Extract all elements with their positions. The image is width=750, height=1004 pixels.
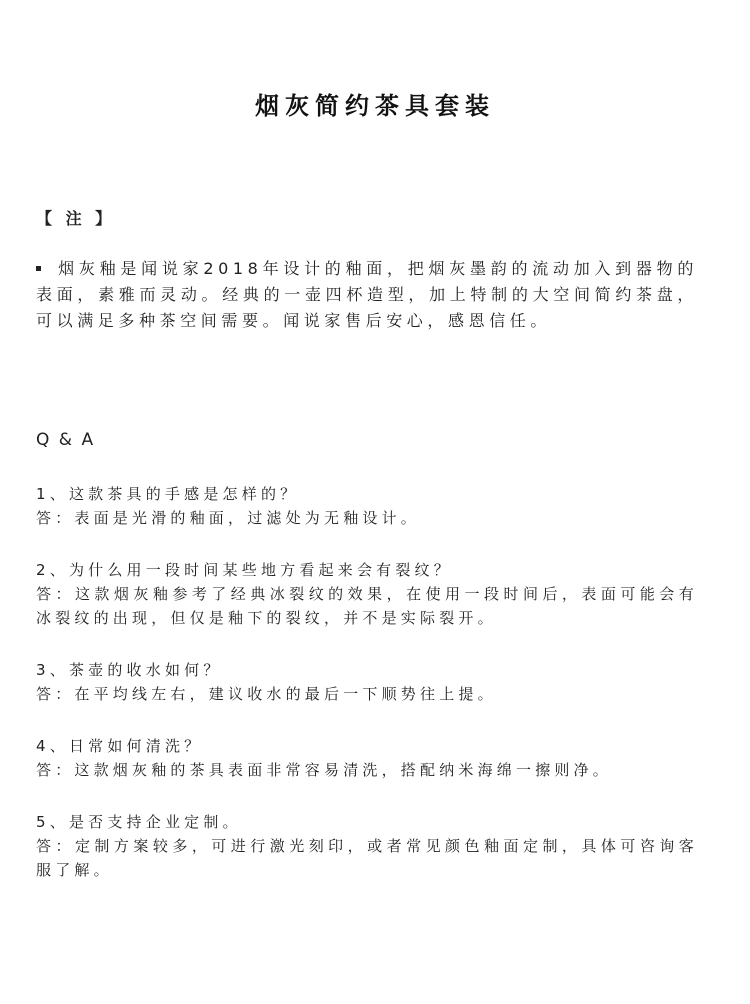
qa-question: 1、这款茶具的手感是怎样的？ [36,485,300,503]
qa-answer: 答：这款烟灰釉参考了经典冰裂纹的效果，在使用一段时间后，表面可能会有冰裂纹的出现，但仅是釉下的裂纹，并不是实际裂开。 [36,585,698,627]
qa-answer: 答：表面是光滑的釉面，过滤处为无釉设计。 [36,509,421,527]
qa-heading: Q & A [36,430,96,450]
qa-item [36,810,698,882]
qa-answer: 答：这款烟灰釉的茶具表面非常容易清洗，搭配纳米海绵一擦则净。 [36,761,613,779]
note-text: 烟灰釉是闻说家2018年设计的釉面，把烟灰墨韵的流动加入到器物的表面，素雅而灵动。经典的一壶四杯造型，加上特制的大空间简约茶盘，可以满足多种茶空间需要。闻说家售后安心，感恩信任。 [36,259,698,330]
note-heading: 【 注 】 [36,209,116,228]
page-title: 烟灰简约茶具套装 [255,92,495,120]
qa-item [36,734,698,782]
note-paragraph [36,256,698,334]
bullet-icon [36,256,58,282]
qa-list [36,482,698,910]
qa-answer: 答：定制方案较多，可进行激光刻印，或者常见颜色釉面定制，具体可咨询客服了解。 [36,837,698,879]
qa-answer: 答：在平均线左右，建议收水的最后一下顺势往上提。 [36,685,497,703]
qa-question: 3、茶壶的收水如何？ [36,661,223,679]
qa-item [36,482,698,530]
qa-question: 5、是否支持企业定制。 [36,813,242,831]
qa-item [36,558,698,630]
qa-question: 4、日常如何清洗？ [36,737,204,755]
qa-item [36,658,698,706]
qa-question: 2、为什么用一段时间某些地方看起来会有裂纹？ [36,561,453,579]
